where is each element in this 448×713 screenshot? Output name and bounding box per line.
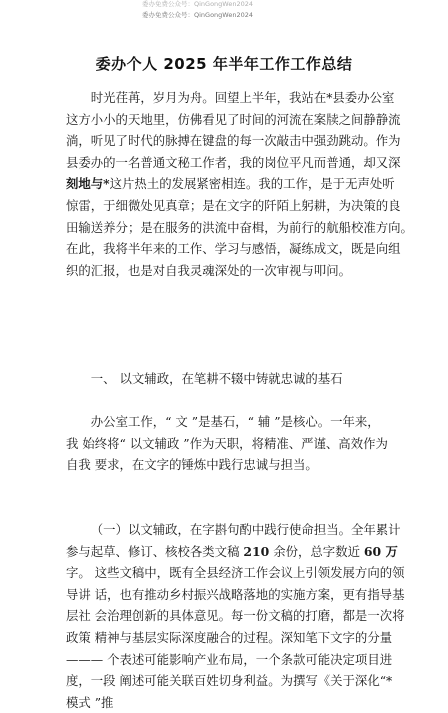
text-line — [66, 173, 395, 195]
bold-phrase: 刻地与* — [66, 176, 110, 192]
section-heading — [66, 368, 386, 390]
text-line: 淌，听见了时代的脉搏在键盘的每一次敲击中强劲跳动。作为 — [66, 133, 401, 149]
section-heading-text: 一、 以文辅政，在笔耕不辍中铸就忠诚的基石 — [90, 371, 343, 386]
text-line: 织的汇报，也是对自我灵魂深处的一次审视与叩问。 — [66, 262, 351, 278]
text-line: 我 始终将“ 以文辅政 ”作为天职，将精准、严谨、高效作为 — [66, 435, 388, 451]
text-line: 参与起草、修订、核校各类文稿 210 余份，总字数近 60 万 — [66, 543, 398, 559]
text-line: 这方小小的天地里，仿佛看见了时间的河流在案牍之间静静流 — [66, 111, 401, 127]
text-line: 模式 ”推 — [66, 694, 114, 710]
watermark-header: 委办免费公众号：QinGongWen2024 — [142, 11, 254, 19]
bold-number: 210 — [243, 543, 270, 559]
text-line: 田输送养分；是在服务的洪流中奋楫，为前行的航船校准方向。 — [66, 219, 413, 235]
subsection-paragraph — [66, 519, 405, 713]
document-title: 委办个人 2025 年半年工作工作总结 — [95, 55, 353, 73]
bold-number: 60 万 — [363, 543, 398, 559]
text-line: 字。 这些文稿中，既有全县经济工作会议上引领发展方向的领 — [66, 565, 405, 581]
watermark-top: 委办免费公众号：QinGongWen2024 — [142, 0, 254, 8]
text-line: ——— 个表述可能影响产业布局，一个条款可能决定项目进 — [66, 651, 393, 667]
text-line: 时光荏苒，岁月为舟。回望上半年，我站在*县委办公室 — [90, 90, 395, 105]
office-paragraph — [66, 411, 386, 476]
text-line: 办公室工作，“ 文 ”是基石，“ 辅 ”是核心。一年来， — [90, 414, 380, 429]
text-line: 层社 会治理创新的具体意见。每一份文稿的打磨，都是一次将 — [66, 608, 405, 624]
text-line: 在此，我将半年来的工作、学习与感悟，凝练成文，既是向组 — [66, 241, 401, 257]
text-line: 导讲 话，也有推动乡村振兴战略落地的实施方案，更有指导基 — [66, 586, 405, 602]
text-line: （一）以文辅政，在字斟句酌中践行使命担当。全年累计 — [90, 522, 401, 537]
text-line: 自我 要求，在文字的锤炼中践行忠诚与担当。 — [66, 457, 318, 473]
text-line: 度，一段 阐述可能关联百姓切身利益。为撰写《关于深化“* — [66, 673, 393, 689]
intro-paragraph — [66, 87, 413, 281]
text-line: 县委办的一名普通文秘工作者，我的岗位平凡而普通，却又深 — [66, 154, 401, 170]
text-line: 惊雷，于细微处见真章；是在文字的阡陌上躬耕，为决策的良 — [66, 197, 401, 213]
text-line: 政策 精神与基层实际深度融合的过程。深知笔下文字的分量 — [66, 629, 393, 645]
text-line-rest: 这片热土的发展紧密相连。我的工作，是于无声处听 — [109, 176, 395, 192]
